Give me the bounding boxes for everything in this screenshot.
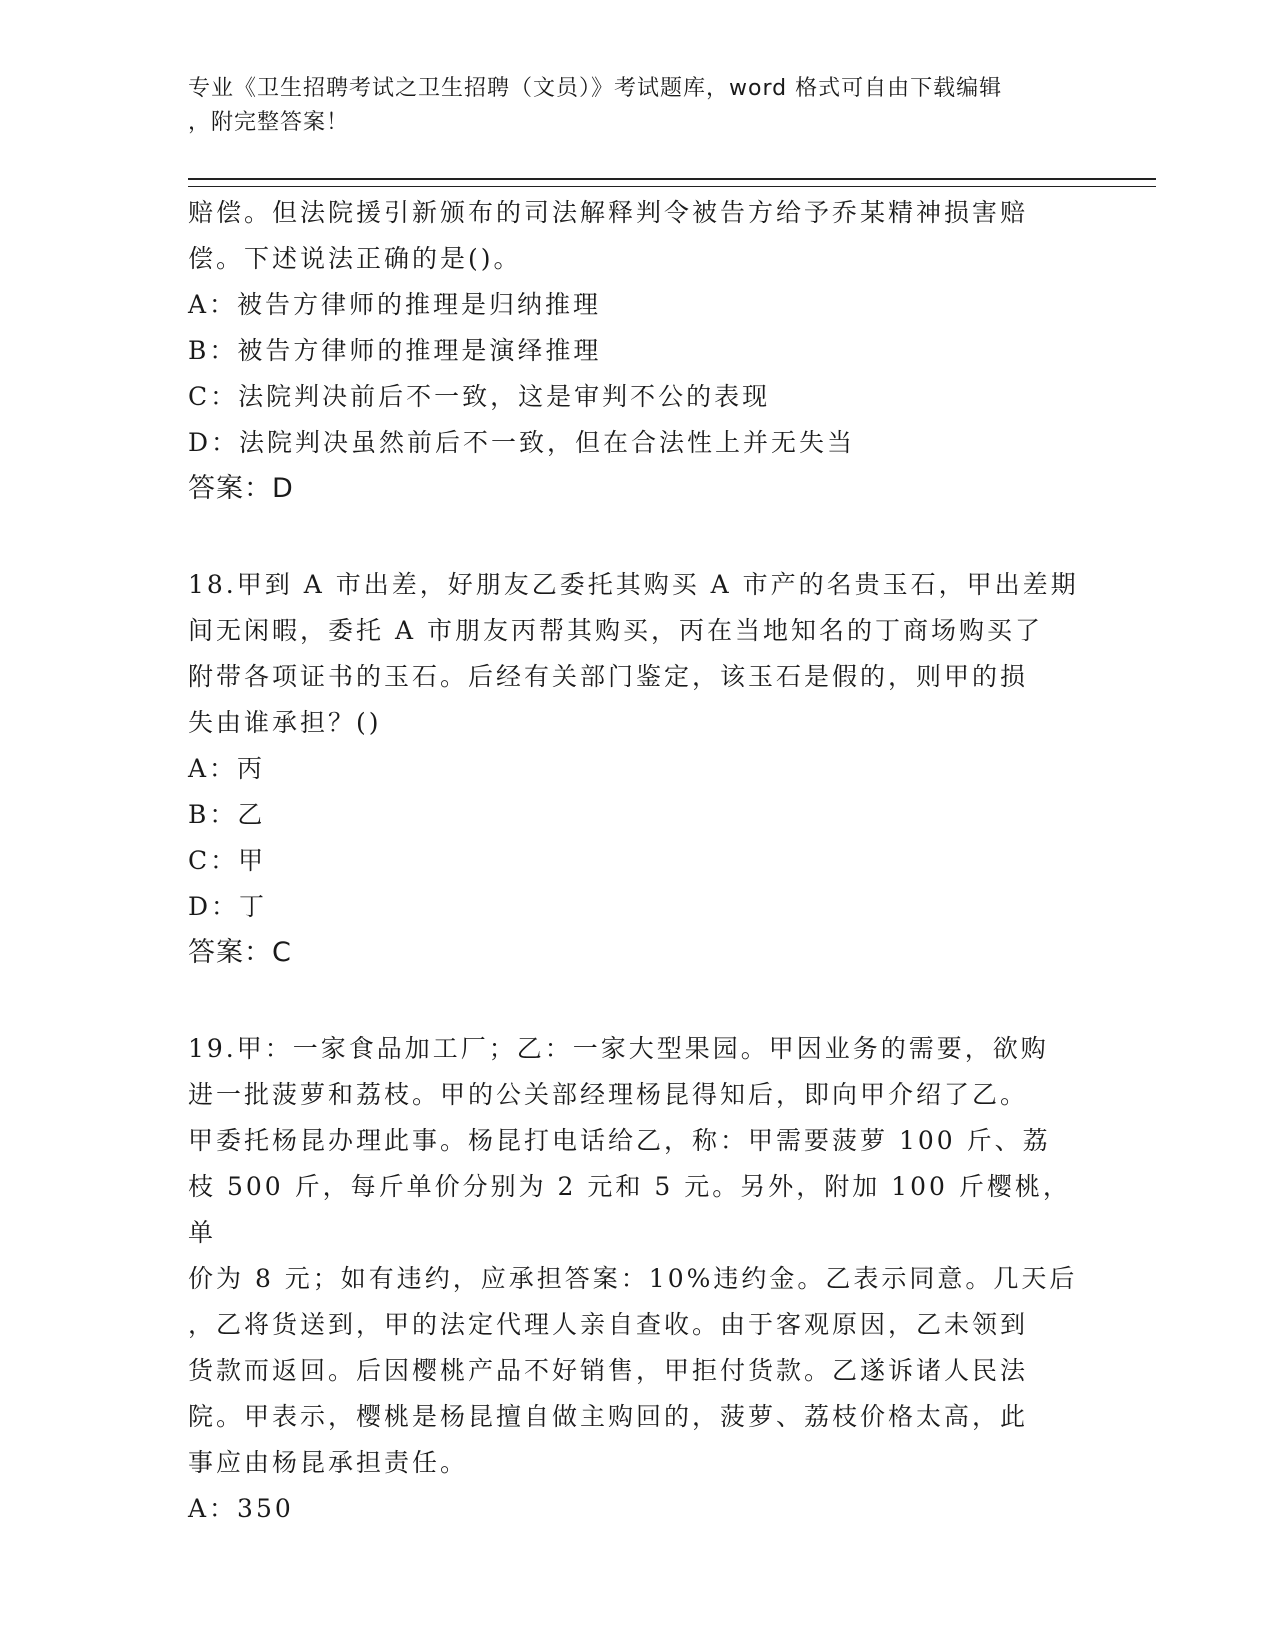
option-d: D：法院判决虽然前后不一致，但在合法性上并无失当 [188,428,856,457]
question-stem-line: 间无闲暇，委托 A 市朋友丙帮其购买，丙在当地知名的丁商场购买了 [188,616,1043,645]
question-stem-line: ，乙将货送到，甲的法定代理人亲自查收。由于客观原因，乙未领到 [188,1310,1029,1339]
question-stem-line: 18.甲到 A 市出差，好朋友乙委托其购买 A 市产的名贵玉石，甲出差期 [188,570,1079,599]
option-b: B：被告方律师的推理是演绎推理 [188,336,602,365]
question-stem-line: 事应由杨昆承担责任。 [188,1448,469,1477]
header-line-2: ，附完整答案！ [188,110,350,135]
option-b: B：乙 [188,800,266,829]
question-stem-line: 院。甲表示，樱桃是杨昆擅自做主购回的，菠萝、荔枝价格太高，此 [188,1402,1029,1431]
header-line-1: 专业《卫生招聘考试之卫生招聘（文员）》考试题库，word 格式可自由下载编辑 [188,76,1003,101]
question-stem-line: 赔偿。但法院援引新颁布的司法解释判令被告方给予乔某精神损害赔 [188,198,1029,227]
question-17 [188,190,1088,512]
question-18 [188,562,1088,976]
question-stem-line: 附带各项证书的玉石。后经有关部门鉴定，该玉石是假的，则甲的损 [188,662,1029,691]
option-a: A：被告方律师的推理是归纳推理 [188,290,602,319]
question-stem-line: 枝 500 斤，每斤单价分别为 2 元和 5 元。另外，附加 100 斤樱桃，单 [188,1172,1071,1247]
question-stem-line: 价为 8 元；如有违约，应承担答案：10%违约金。乙表示同意。几天后 [188,1264,1078,1293]
option-c: C：甲 [188,846,267,875]
question-19 [188,1026,1088,1532]
question-stem-line: 货款而返回。后因樱桃产品不好销售，甲拒付货款。乙遂诉诸人民法 [188,1356,1029,1385]
question-stem-line: 19.甲：一家食品加工厂；乙：一家大型果园。甲因业务的需要，欲购 [188,1034,1049,1063]
option-a: A：丙 [188,754,266,783]
answer-line: 答案：D [188,473,294,504]
document-body [188,190,1088,1532]
question-stem-line: 甲委托杨昆办理此事。杨昆打电话给乙，称：甲需要菠萝 100 斤、荔 [188,1126,1051,1155]
answer-line: 答案：C [188,937,292,968]
option-a: A：350 [188,1494,294,1523]
option-c: C：法院判决前后不一致，这是审判不公的表现 [188,382,771,411]
page-header [188,72,1068,140]
question-stem-line: 偿。下述说法正确的是()。 [188,244,522,273]
question-stem-line: 失由谁承担？() [188,708,382,737]
header-divider [188,178,1156,187]
option-d: D：丁 [188,892,268,921]
question-stem-line: 进一批菠萝和荔枝。甲的公关部经理杨昆得知后，即向甲介绍了乙。 [188,1080,1029,1109]
